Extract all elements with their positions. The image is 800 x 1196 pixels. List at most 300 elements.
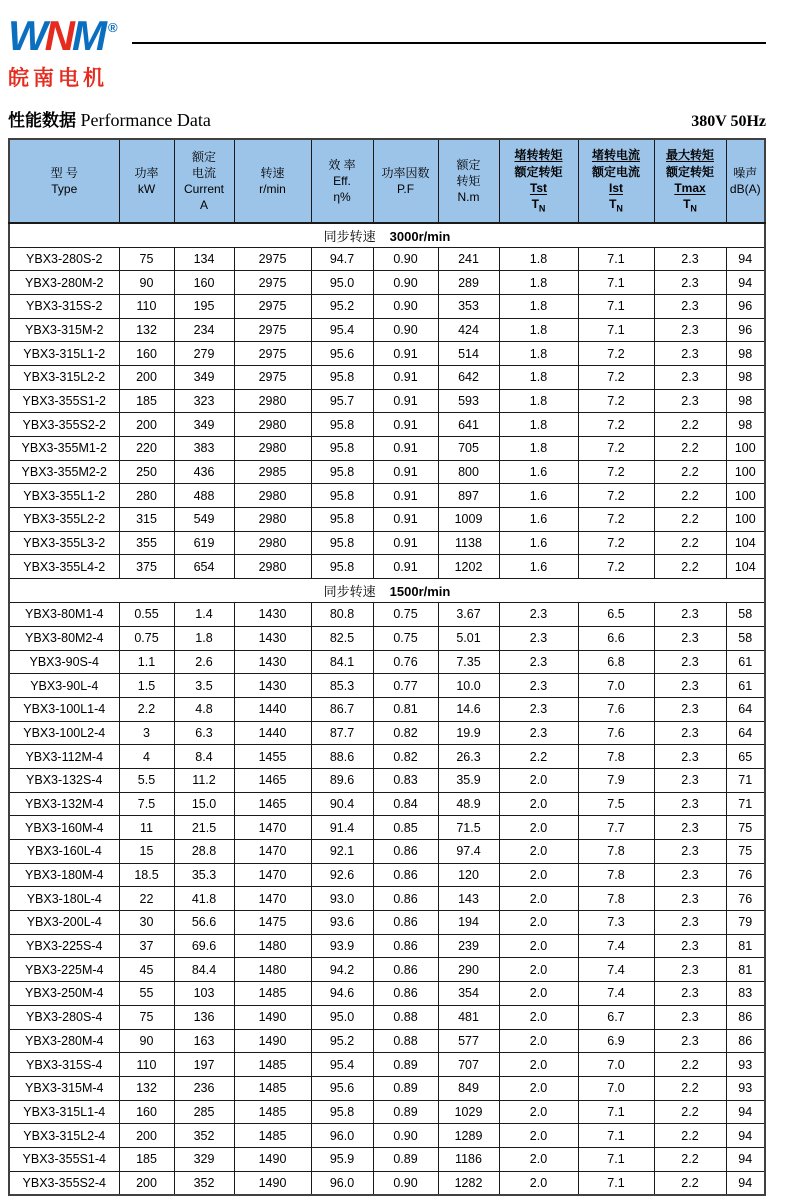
column-header-noise: 噪声 dB(A): [726, 139, 765, 223]
table-row: [9, 792, 765, 816]
cell-tmax-tn: 2.3: [654, 768, 726, 792]
cell-speed: 1485: [234, 982, 311, 1006]
cell-current: 4.8: [174, 697, 234, 721]
table-row: [9, 626, 765, 650]
cell-power-factor: 0.88: [373, 1005, 438, 1029]
cell-efficiency: 85.3: [311, 674, 373, 698]
cell-current: 69.6: [174, 934, 234, 958]
cell-tmax-tn: 2.3: [654, 271, 726, 295]
fraction-symbol-numerator: Ist: [608, 180, 623, 195]
cell-current: 197: [174, 1053, 234, 1077]
cell-type: YBX3-355M2-2: [9, 460, 119, 484]
cell-tmax-tn: 2.2: [654, 1100, 726, 1124]
cell-rated-torque: 5.01: [438, 626, 499, 650]
cell-power-factor: 0.90: [373, 1171, 438, 1195]
cell-ist-in: 6.7: [578, 1005, 654, 1029]
cell-power-factor: 0.77: [373, 674, 438, 698]
table-row: [9, 863, 765, 887]
cell-power: 4: [119, 745, 174, 769]
table-row: [9, 531, 765, 555]
cell-speed: 2980: [234, 484, 311, 508]
cell-tmax-tn: 2.3: [654, 745, 726, 769]
cell-rated-torque: 1029: [438, 1100, 499, 1124]
cell-rated-torque: 481: [438, 1005, 499, 1029]
cell-tmax-tn: 2.2: [654, 484, 726, 508]
cell-speed: 2980: [234, 555, 311, 579]
cell-ist-in: 7.2: [578, 437, 654, 461]
cell-power: 90: [119, 1029, 174, 1053]
cell-tst-tn: 2.3: [499, 697, 578, 721]
cell-power-factor: 0.90: [373, 1124, 438, 1148]
cell-type: YBX3-180M-4: [9, 863, 119, 887]
section-label-0: [9, 223, 765, 247]
cell-rated-torque: 239: [438, 934, 499, 958]
table-row: [9, 460, 765, 484]
cell-power: 200: [119, 413, 174, 437]
cell-power-factor: 0.89: [373, 1100, 438, 1124]
table-row: [9, 674, 765, 698]
table-row: [9, 271, 765, 295]
cell-tmax-tn: 2.3: [654, 365, 726, 389]
cell-efficiency: 95.2: [311, 1029, 373, 1053]
cell-tst-tn: 1.6: [499, 484, 578, 508]
cell-tst-tn: 2.0: [499, 1053, 578, 1077]
cell-noise: 100: [726, 460, 765, 484]
logo-letter-m: M: [72, 12, 104, 59]
cell-tst-tn: 1.6: [499, 531, 578, 555]
cell-efficiency: 89.6: [311, 768, 373, 792]
cell-current: 1.4: [174, 603, 234, 627]
cell-efficiency: 84.1: [311, 650, 373, 674]
cell-tst-tn: 2.0: [499, 1147, 578, 1171]
cell-efficiency: 95.6: [311, 342, 373, 366]
cell-power: 75: [119, 247, 174, 271]
cell-type: YBX3-315M-2: [9, 318, 119, 342]
cell-type: YBX3-180L-4: [9, 887, 119, 911]
cell-tmax-tn: 2.3: [654, 603, 726, 627]
cell-power-factor: 0.83: [373, 768, 438, 792]
cell-efficiency: 93.0: [311, 887, 373, 911]
table-row: [9, 603, 765, 627]
cell-current: 619: [174, 531, 234, 555]
cell-ist-in: 7.1: [578, 1171, 654, 1195]
cell-efficiency: 95.2: [311, 294, 373, 318]
table-row: [9, 437, 765, 461]
cell-efficiency: 95.8: [311, 413, 373, 437]
cell-noise: 65: [726, 745, 765, 769]
cell-rated-torque: 194: [438, 911, 499, 935]
cell-power-factor: 0.91: [373, 342, 438, 366]
cell-power-factor: 0.91: [373, 413, 438, 437]
cell-noise: 104: [726, 531, 765, 555]
cell-tst-tn: 2.0: [499, 1100, 578, 1124]
cell-ist-in: 7.3: [578, 911, 654, 935]
cell-efficiency: 95.0: [311, 271, 373, 295]
column-header-ist-in: 堵转电流 额定电流 Ist $T_N$: [578, 139, 654, 223]
cell-power-factor: 0.75: [373, 626, 438, 650]
logo-letter-w: W: [8, 12, 45, 59]
table-row: [9, 840, 765, 864]
cell-type: YBX3-355L3-2: [9, 531, 119, 555]
cell-tst-tn: 2.0: [499, 816, 578, 840]
cell-speed: 2980: [234, 413, 311, 437]
cell-type: YBX3-112M-4: [9, 745, 119, 769]
cell-power-factor: 0.91: [373, 531, 438, 555]
cell-ist-in: 7.1: [578, 318, 654, 342]
cell-noise: 94: [726, 1100, 765, 1124]
cell-efficiency: 80.8: [311, 603, 373, 627]
cell-power-factor: 0.86: [373, 863, 438, 887]
table-body: [9, 223, 765, 1195]
cell-current: 11.2: [174, 768, 234, 792]
cell-type: YBX3-355S2-4: [9, 1171, 119, 1195]
cell-efficiency: 95.8: [311, 531, 373, 555]
cell-power: 75: [119, 1005, 174, 1029]
cell-tst-tn: 1.8: [499, 342, 578, 366]
cell-tmax-tn: 2.2: [654, 1124, 726, 1148]
cell-noise: 76: [726, 863, 765, 887]
cell-current: 28.8: [174, 840, 234, 864]
cell-power: 200: [119, 365, 174, 389]
cell-current: 234: [174, 318, 234, 342]
cell-tmax-tn: 2.2: [654, 437, 726, 461]
cell-type: YBX3-160M-4: [9, 816, 119, 840]
cell-speed: 1465: [234, 792, 311, 816]
cell-type: YBX3-315L2-2: [9, 365, 119, 389]
cell-tst-tn: 2.3: [499, 626, 578, 650]
cell-speed: 1485: [234, 1076, 311, 1100]
cell-ist-in: 7.7: [578, 816, 654, 840]
cell-efficiency: 86.7: [311, 697, 373, 721]
table-row: [9, 768, 765, 792]
cell-power-factor: 0.91: [373, 508, 438, 532]
cell-noise: 61: [726, 650, 765, 674]
cell-speed: 1490: [234, 1005, 311, 1029]
cell-current: 279: [174, 342, 234, 366]
cell-rated-torque: 593: [438, 389, 499, 413]
cell-current: 1.8: [174, 626, 234, 650]
cell-tst-tn: 2.3: [499, 603, 578, 627]
cell-type: YBX3-280S-2: [9, 247, 119, 271]
column-header-efficiency: 效 率 Eff. η%: [311, 139, 373, 223]
cell-efficiency: 92.6: [311, 863, 373, 887]
table-row: [9, 1100, 765, 1124]
cell-power-factor: 0.82: [373, 721, 438, 745]
cell-tmax-tn: 2.2: [654, 1171, 726, 1195]
cell-type: YBX3-200L-4: [9, 911, 119, 935]
section-row: [9, 223, 765, 247]
cell-power: 375: [119, 555, 174, 579]
table-row: [9, 1171, 765, 1195]
voltage-frequency-spec: 380V 50Hz: [691, 113, 766, 130]
table-row: [9, 934, 765, 958]
cell-power: 30: [119, 911, 174, 935]
cell-ist-in: 7.1: [578, 247, 654, 271]
cell-noise: 75: [726, 840, 765, 864]
cell-type: YBX3-315L1-2: [9, 342, 119, 366]
cell-current: 383: [174, 437, 234, 461]
cell-rated-torque: 7.35: [438, 650, 499, 674]
cell-current: 41.8: [174, 887, 234, 911]
cell-power-factor: 0.85: [373, 816, 438, 840]
cell-speed: 1430: [234, 626, 311, 650]
cell-power: 315: [119, 508, 174, 532]
cell-ist-in: 7.2: [578, 460, 654, 484]
section-speed-value: 3000r/min: [389, 228, 451, 244]
cell-noise: 100: [726, 508, 765, 532]
table-row: [9, 1147, 765, 1171]
cell-current: 56.6: [174, 911, 234, 935]
cell-current: 15.0: [174, 792, 234, 816]
cell-speed: 1490: [234, 1029, 311, 1053]
cell-current: 35.3: [174, 863, 234, 887]
table-row: [9, 342, 765, 366]
cell-efficiency: 94.6: [311, 982, 373, 1006]
cell-rated-torque: 641: [438, 413, 499, 437]
cell-type: YBX3-280M-2: [9, 271, 119, 295]
cell-current: 323: [174, 389, 234, 413]
table-row: [9, 721, 765, 745]
column-header-rated-torque: 额定 转矩 N.m: [438, 139, 499, 223]
cell-speed: 1470: [234, 816, 311, 840]
cell-tst-tn: 2.0: [499, 982, 578, 1006]
cell-ist-in: 7.4: [578, 934, 654, 958]
cell-power: 1.5: [119, 674, 174, 698]
cell-power: 1.1: [119, 650, 174, 674]
cell-tst-tn: 1.8: [499, 437, 578, 461]
page-title-chinese: 性能数据: [8, 111, 76, 130]
cell-power-factor: 0.91: [373, 389, 438, 413]
cell-speed: 1465: [234, 768, 311, 792]
cell-power: 280: [119, 484, 174, 508]
cell-tmax-tn: 2.2: [654, 1053, 726, 1077]
cell-tst-tn: 2.0: [499, 911, 578, 935]
cell-tmax-tn: 2.3: [654, 697, 726, 721]
cell-tst-tn: 2.0: [499, 1171, 578, 1195]
cell-type: YBX3-90S-4: [9, 650, 119, 674]
cell-ist-in: 7.6: [578, 721, 654, 745]
cell-noise: 81: [726, 958, 765, 982]
cell-type: YBX3-315L2-4: [9, 1124, 119, 1148]
cell-tst-tn: 1.6: [499, 460, 578, 484]
cell-efficiency: 95.0: [311, 1005, 373, 1029]
cell-type: YBX3-280S-4: [9, 1005, 119, 1029]
title-row: [8, 106, 766, 131]
cell-power: 160: [119, 342, 174, 366]
section-speed-value: 1500r/min: [389, 584, 451, 600]
cell-ist-in: 7.2: [578, 342, 654, 366]
cell-type: YBX3-100L2-4: [9, 721, 119, 745]
cell-noise: 98: [726, 365, 765, 389]
cell-efficiency: 95.8: [311, 484, 373, 508]
logo-wordmark: [8, 8, 118, 59]
cell-tmax-tn: 2.2: [654, 460, 726, 484]
cell-tmax-tn: 2.3: [654, 982, 726, 1006]
cell-noise: 86: [726, 1029, 765, 1053]
cell-speed: 2980: [234, 389, 311, 413]
cell-speed: 1440: [234, 697, 311, 721]
cell-speed: 1490: [234, 1147, 311, 1171]
cell-tmax-tn: 2.3: [654, 389, 726, 413]
cell-noise: 81: [726, 934, 765, 958]
cell-ist-in: 7.0: [578, 1076, 654, 1100]
cell-tmax-tn: 2.3: [654, 792, 726, 816]
cell-current: 654: [174, 555, 234, 579]
table-row: [9, 650, 765, 674]
table-row: [9, 294, 765, 318]
cell-tmax-tn: 2.3: [654, 1005, 726, 1029]
cell-tmax-tn: 2.2: [654, 413, 726, 437]
table-row: [9, 1124, 765, 1148]
fraction-numerator: 堵转转矩: [514, 148, 563, 163]
cell-ist-in: 7.2: [578, 484, 654, 508]
cell-tmax-tn: 2.3: [654, 1029, 726, 1053]
cell-tst-tn: 1.6: [499, 555, 578, 579]
cell-type: YBX3-355S1-2: [9, 389, 119, 413]
cell-type: YBX3-355S2-2: [9, 413, 119, 437]
cell-tmax-tn: 2.3: [654, 318, 726, 342]
cell-current: 195: [174, 294, 234, 318]
cell-tst-tn: 2.0: [499, 1029, 578, 1053]
cell-power: 185: [119, 389, 174, 413]
cell-tst-tn: 2.0: [499, 1076, 578, 1100]
cell-power-factor: 0.91: [373, 365, 438, 389]
cell-rated-torque: 48.9: [438, 792, 499, 816]
cell-speed: 1430: [234, 603, 311, 627]
cell-efficiency: 95.4: [311, 318, 373, 342]
cell-type: YBX3-225S-4: [9, 934, 119, 958]
cell-tmax-tn: 2.2: [654, 1147, 726, 1171]
cell-power: 15: [119, 840, 174, 864]
cell-ist-in: 7.1: [578, 1100, 654, 1124]
cell-current: 103: [174, 982, 234, 1006]
table-row: [9, 365, 765, 389]
cell-tst-tn: 1.8: [499, 365, 578, 389]
cell-tmax-tn: 2.3: [654, 816, 726, 840]
cell-rated-torque: 143: [438, 887, 499, 911]
cell-power: 90: [119, 271, 174, 295]
cell-power-factor: 0.91: [373, 555, 438, 579]
column-header-type: 型 号 Type: [9, 139, 119, 223]
cell-rated-torque: 707: [438, 1053, 499, 1077]
cell-current: 134: [174, 247, 234, 271]
fraction-symbol-numerator: Tst: [529, 180, 548, 195]
cell-power: 132: [119, 1076, 174, 1100]
cell-efficiency: 95.8: [311, 555, 373, 579]
cell-ist-in: 6.5: [578, 603, 654, 627]
cell-tst-tn: 1.6: [499, 508, 578, 532]
cell-tmax-tn: 2.2: [654, 508, 726, 532]
table-row: [9, 697, 765, 721]
cell-tst-tn: 1.8: [499, 318, 578, 342]
cell-efficiency: 94.2: [311, 958, 373, 982]
cell-current: 488: [174, 484, 234, 508]
cell-noise: 58: [726, 626, 765, 650]
cell-speed: 2975: [234, 318, 311, 342]
table-row: [9, 508, 765, 532]
cell-current: 136: [174, 1005, 234, 1029]
cell-type: YBX3-355L4-2: [9, 555, 119, 579]
cell-type: YBX3-315M-4: [9, 1076, 119, 1100]
cell-type: YBX3-80M1-4: [9, 603, 119, 627]
cell-speed: 2980: [234, 531, 311, 555]
table-row: [9, 816, 765, 840]
cell-speed: 1455: [234, 745, 311, 769]
cell-tst-tn: 2.3: [499, 721, 578, 745]
cell-tst-tn: 1.8: [499, 271, 578, 295]
cell-power: 55: [119, 982, 174, 1006]
cell-noise: 71: [726, 792, 765, 816]
logo-letter-n: N: [44, 12, 72, 59]
cell-power: 5.5: [119, 768, 174, 792]
cell-rated-torque: 1282: [438, 1171, 499, 1195]
cell-noise: 104: [726, 555, 765, 579]
cell-ist-in: 7.8: [578, 745, 654, 769]
cell-noise: 86: [726, 1005, 765, 1029]
cell-rated-torque: 10.0: [438, 674, 499, 698]
cell-rated-torque: 1138: [438, 531, 499, 555]
cell-tst-tn: 2.0: [499, 792, 578, 816]
cell-ist-in: 6.9: [578, 1029, 654, 1053]
cell-rated-torque: 26.3: [438, 745, 499, 769]
cell-current: 349: [174, 413, 234, 437]
cell-power: 37: [119, 934, 174, 958]
table-row: [9, 318, 765, 342]
cell-tmax-tn: 2.3: [654, 863, 726, 887]
cell-ist-in: 7.0: [578, 674, 654, 698]
cell-noise: 83: [726, 982, 765, 1006]
cell-noise: 94: [726, 1147, 765, 1171]
page-title-english: Performance Data: [80, 110, 211, 130]
fraction-numerator: 最大转矩: [665, 148, 714, 163]
cell-ist-in: 6.6: [578, 626, 654, 650]
cell-ist-in: 7.9: [578, 768, 654, 792]
cell-ist-in: 7.1: [578, 294, 654, 318]
table-header: [9, 139, 765, 223]
cell-efficiency: 95.9: [311, 1147, 373, 1171]
cell-speed: 2975: [234, 247, 311, 271]
cell-power: 0.75: [119, 626, 174, 650]
cell-power-factor: 0.86: [373, 911, 438, 935]
cell-noise: 71: [726, 768, 765, 792]
cell-rated-torque: 3.67: [438, 603, 499, 627]
cell-speed: 1485: [234, 1100, 311, 1124]
cell-type: YBX3-160L-4: [9, 840, 119, 864]
table-row: [9, 911, 765, 935]
cell-speed: 2975: [234, 342, 311, 366]
cell-speed: 1470: [234, 840, 311, 864]
cell-tst-tn: 2.0: [499, 768, 578, 792]
cell-rated-torque: 120: [438, 863, 499, 887]
cell-rated-torque: 897: [438, 484, 499, 508]
cell-power-factor: 0.90: [373, 271, 438, 295]
cell-rated-torque: 1009: [438, 508, 499, 532]
cell-speed: 2980: [234, 508, 311, 532]
cell-power-factor: 0.91: [373, 437, 438, 461]
cell-power-factor: 0.91: [373, 460, 438, 484]
cell-type: YBX3-315S-2: [9, 294, 119, 318]
cell-type: YBX3-90L-4: [9, 674, 119, 698]
cell-rated-torque: 1202: [438, 555, 499, 579]
cell-rated-torque: 241: [438, 247, 499, 271]
table-row: [9, 1029, 765, 1053]
cell-efficiency: 95.6: [311, 1076, 373, 1100]
cell-efficiency: 93.9: [311, 934, 373, 958]
cell-current: 3.5: [174, 674, 234, 698]
cell-power-factor: 0.86: [373, 982, 438, 1006]
cell-rated-torque: 705: [438, 437, 499, 461]
cell-noise: 98: [726, 389, 765, 413]
